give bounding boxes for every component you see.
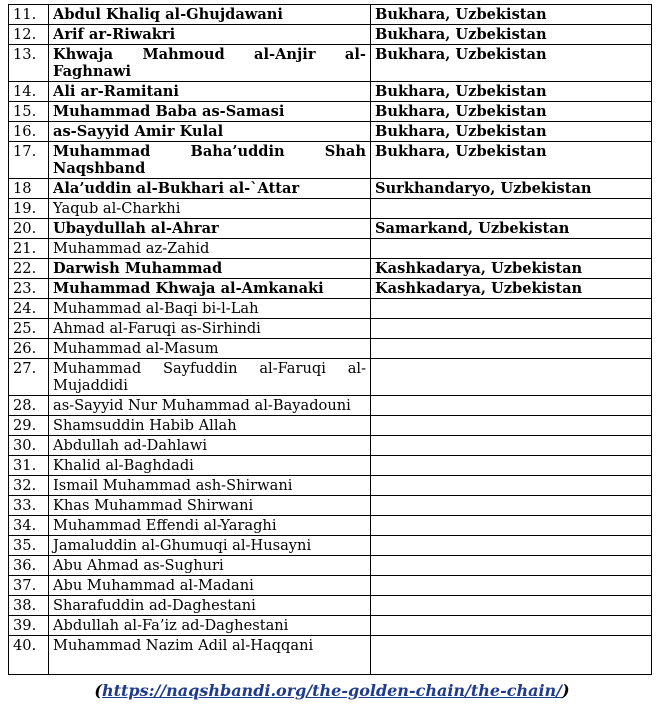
place-cell: Surkhandaryo, Uzbekistan bbox=[371, 179, 652, 199]
place-cell bbox=[371, 359, 652, 396]
table-row bbox=[9, 199, 652, 219]
name-cell: Ismail Muhammad ash-Shirwani bbox=[49, 476, 371, 496]
name-cell: Muhammad Khwaja al-Amkanaki bbox=[49, 279, 371, 299]
place-cell: Kashkadarya, Uzbekistan bbox=[371, 259, 652, 279]
name-cell: Khas Muhammad Shirwani bbox=[49, 496, 371, 516]
row-number: 25. bbox=[9, 319, 49, 339]
name-cell: Abdullah ad-Dahlawi bbox=[49, 436, 371, 456]
name-cell: Jamaluddin al-Ghumuqi al-Husayni bbox=[49, 536, 371, 556]
table-row bbox=[9, 576, 652, 596]
name-cell: Ali ar-Ramitani bbox=[49, 82, 371, 102]
source-link[interactable]: https://naqshbandi.org/the-golden-chain/the-chain/ bbox=[101, 681, 563, 700]
name-cell: Khwaja Mahmoud al-Anjir al-Faghnawi bbox=[49, 45, 371, 82]
row-number: 30. bbox=[9, 436, 49, 456]
row-number: 22. bbox=[9, 259, 49, 279]
place-cell: Bukhara, Uzbekistan bbox=[371, 45, 652, 82]
place-cell: Bukhara, Uzbekistan bbox=[371, 142, 652, 179]
table-row bbox=[9, 279, 652, 299]
place-cell bbox=[371, 596, 652, 616]
name-cell: Muhammad Effendi al-Yaraghi bbox=[49, 516, 371, 536]
name-cell: Abu Ahmad as-Sughuri bbox=[49, 556, 371, 576]
row-number: 23. bbox=[9, 279, 49, 299]
place-cell bbox=[371, 536, 652, 556]
place-cell: Bukhara, Uzbekistan bbox=[371, 102, 652, 122]
table-row bbox=[9, 456, 652, 476]
table-row bbox=[9, 299, 652, 319]
place-cell bbox=[371, 436, 652, 456]
table-row bbox=[9, 102, 652, 122]
place-cell bbox=[371, 636, 652, 675]
name-cell: Abdul Khaliq al-Ghujdawani bbox=[49, 5, 371, 25]
place-cell bbox=[371, 556, 652, 576]
table-row bbox=[9, 45, 652, 82]
place-cell bbox=[371, 576, 652, 596]
place-cell bbox=[371, 456, 652, 476]
row-number: 11. bbox=[9, 5, 49, 25]
table-row bbox=[9, 319, 652, 339]
name-cell: Darwish Muhammad bbox=[49, 259, 371, 279]
row-number: 29. bbox=[9, 416, 49, 436]
row-number: 38. bbox=[9, 596, 49, 616]
row-number: 12. bbox=[9, 25, 49, 45]
table-row bbox=[9, 219, 652, 239]
row-number: 14. bbox=[9, 82, 49, 102]
table-row bbox=[9, 536, 652, 556]
row-number: 28. bbox=[9, 396, 49, 416]
place-cell bbox=[371, 616, 652, 636]
name-cell: Muhammad Nazim Adil al-Haqqani bbox=[49, 636, 371, 675]
place-cell bbox=[371, 476, 652, 496]
name-cell: Abu Muhammad al-Madani bbox=[49, 576, 371, 596]
table-row bbox=[9, 122, 652, 142]
place-cell: Bukhara, Uzbekistan bbox=[371, 5, 652, 25]
row-number: 31. bbox=[9, 456, 49, 476]
row-number: 15. bbox=[9, 102, 49, 122]
name-cell: Shamsuddin Habib Allah bbox=[49, 416, 371, 436]
place-cell bbox=[371, 299, 652, 319]
place-cell bbox=[371, 416, 652, 436]
name-cell: Arif ar-Riwakri bbox=[49, 25, 371, 45]
row-number: 26. bbox=[9, 339, 49, 359]
row-number: 24. bbox=[9, 299, 49, 319]
source-citation bbox=[0, 681, 664, 700]
row-number: 21. bbox=[9, 239, 49, 259]
place-cell: Kashkadarya, Uzbekistan bbox=[371, 279, 652, 299]
row-number: 37. bbox=[9, 576, 49, 596]
name-cell: Sharafuddin ad-Daghestani bbox=[49, 596, 371, 616]
name-cell: Muhammad Sayfuddin al-Faruqi al-Mujaddidi bbox=[49, 359, 371, 396]
row-number: 17. bbox=[9, 142, 49, 179]
name-cell: Ala’uddin al-Bukhari al-`Attar bbox=[49, 179, 371, 199]
table-body bbox=[9, 5, 652, 675]
table-row bbox=[9, 339, 652, 359]
table-row bbox=[9, 359, 652, 396]
place-cell bbox=[371, 199, 652, 219]
table-row bbox=[9, 82, 652, 102]
row-number: 18 bbox=[9, 179, 49, 199]
name-cell: Yaqub al-Charkhi bbox=[49, 199, 371, 219]
name-cell: as-Sayyid Nur Muhammad al-Bayadouni bbox=[49, 396, 371, 416]
place-cell bbox=[371, 319, 652, 339]
place-cell bbox=[371, 239, 652, 259]
name-cell: Muhammad al-Baqi bi-l-Lah bbox=[49, 299, 371, 319]
row-number: 40. bbox=[9, 636, 49, 675]
name-cell: Khalid al-Baghdadi bbox=[49, 456, 371, 476]
table-row bbox=[9, 516, 652, 536]
table-row bbox=[9, 25, 652, 45]
table-row bbox=[9, 142, 652, 179]
table-row bbox=[9, 596, 652, 616]
name-cell: as-Sayyid Amir Kulal bbox=[49, 122, 371, 142]
table-row bbox=[9, 476, 652, 496]
table-row bbox=[9, 496, 652, 516]
place-cell: Samarkand, Uzbekistan bbox=[371, 219, 652, 239]
row-number: 33. bbox=[9, 496, 49, 516]
close-paren: ) bbox=[562, 681, 570, 700]
row-number: 27. bbox=[9, 359, 49, 396]
row-number: 39. bbox=[9, 616, 49, 636]
table-row bbox=[9, 636, 652, 675]
name-cell: Muhammad az-Zahid bbox=[49, 239, 371, 259]
place-cell: Bukhara, Uzbekistan bbox=[371, 82, 652, 102]
table-row bbox=[9, 179, 652, 199]
table-row bbox=[9, 416, 652, 436]
place-cell bbox=[371, 396, 652, 416]
table-row bbox=[9, 239, 652, 259]
place-cell bbox=[371, 496, 652, 516]
place-cell bbox=[371, 516, 652, 536]
table-row bbox=[9, 616, 652, 636]
place-cell: Bukhara, Uzbekistan bbox=[371, 122, 652, 142]
row-number: 13. bbox=[9, 45, 49, 82]
name-cell: Muhammad al-Masum bbox=[49, 339, 371, 359]
table-row bbox=[9, 259, 652, 279]
name-cell: Abdullah al-Fa’iz ad-Daghestani bbox=[49, 616, 371, 636]
name-cell: Ubaydullah al-Ahrar bbox=[49, 219, 371, 239]
name-cell: Muhammad Baha’uddin Shah Naqshband bbox=[49, 142, 371, 179]
row-number: 34. bbox=[9, 516, 49, 536]
row-number: 20. bbox=[9, 219, 49, 239]
open-paren: ( bbox=[94, 681, 102, 700]
place-cell bbox=[371, 339, 652, 359]
row-number: 19. bbox=[9, 199, 49, 219]
name-cell: Muhammad Baba as-Samasi bbox=[49, 102, 371, 122]
row-number: 32. bbox=[9, 476, 49, 496]
golden-chain-table bbox=[8, 4, 652, 675]
row-number: 36. bbox=[9, 556, 49, 576]
name-cell: Ahmad al-Faruqi as-Sirhindi bbox=[49, 319, 371, 339]
table-row bbox=[9, 5, 652, 25]
place-cell: Bukhara, Uzbekistan bbox=[371, 25, 652, 45]
row-number: 35. bbox=[9, 536, 49, 556]
row-number: 16. bbox=[9, 122, 49, 142]
table-row bbox=[9, 556, 652, 576]
table-row bbox=[9, 436, 652, 456]
table-row bbox=[9, 396, 652, 416]
